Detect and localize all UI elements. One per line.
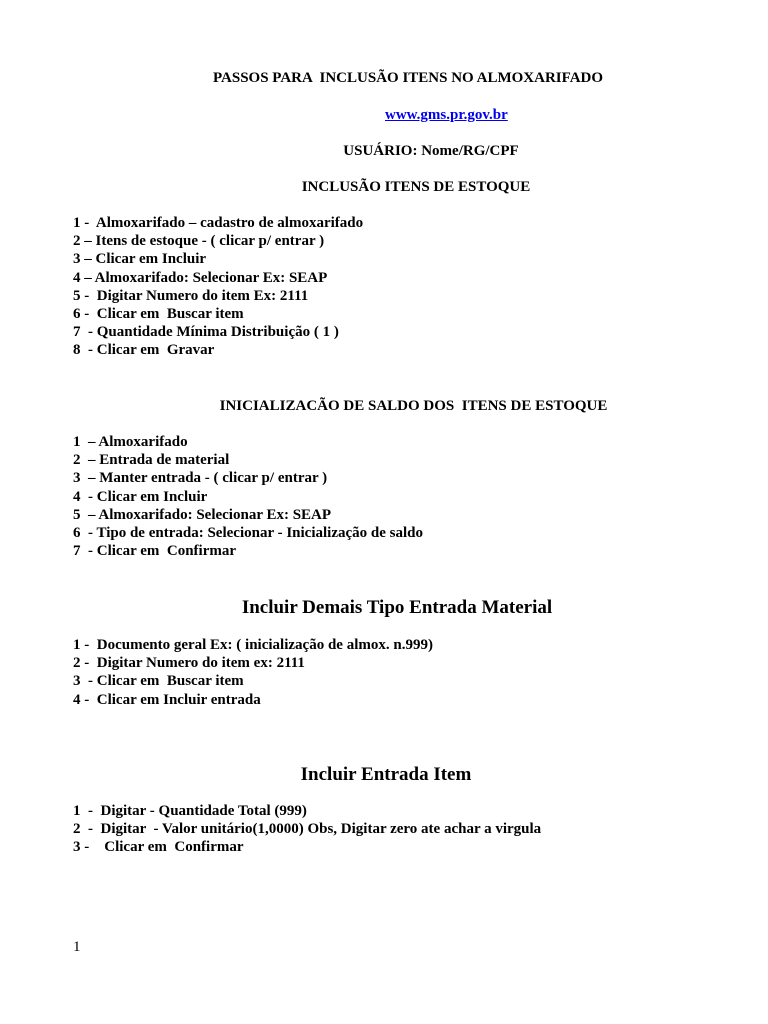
list-item: 1 - Digitar - Quantidade Total (999) [73, 803, 307, 819]
list-item: 1 - Documento geral Ex: ( inicialização de almox. n.999) [73, 637, 433, 653]
list-item: 7 - Clicar em Confirmar [73, 543, 237, 560]
list-item: 8 - Clicar em Gravar [73, 342, 215, 359]
section-heading-entrada-item: Incluir Entrada Item [300, 764, 472, 785]
steps-list-inclusao-itens [73, 214, 363, 360]
list-item: 4 - Clicar em Incluir [73, 488, 208, 505]
list-item: 3 - Clicar em Buscar item [73, 673, 244, 690]
list-item: 2 - Digitar - Valor unitário(1,0000) Obs, Digitar zero ate achar a virgula [73, 821, 542, 838]
steps-list-inicializacao-saldo [73, 433, 423, 560]
list-item: 2 – Entrada de material [73, 452, 230, 469]
section-heading-inicializacao-saldo: INICIALIZACÃO DE SALDO DOS ITENS DE ESTOQUE [219, 398, 608, 414]
list-item: 5 – Almoxarifado: Selecionar Ex: SEAP [73, 506, 332, 523]
list-item: 3 – Clicar em Incluir [73, 251, 207, 268]
steps-list-demais-tipo-entrada [73, 636, 433, 709]
list-item: 4 - Clicar em Incluir entrada [73, 691, 261, 708]
list-item: 1 – Almoxarifado [73, 434, 188, 450]
list-item: 6 - Tipo de entrada: Selecionar - Inicialização de saldo [73, 524, 424, 541]
page-number: 1 [73, 939, 81, 955]
list-item: 5 - Digitar Numero do item Ex: 2111 [73, 287, 309, 304]
section-heading-inclusao-itens: INCLUSÃO ITENS DE ESTOQUE [301, 179, 531, 195]
list-item: 2 - Digitar Numero do item ex: 2111 [73, 655, 305, 672]
list-item: 1 - Almoxarifado – cadastro de almoxarifado [73, 215, 364, 231]
document-title: PASSOS PARA INCLUSÃO ITENS NO ALMOXARIFADO [212, 70, 604, 86]
list-item: 3 - Clicar em Confirmar [73, 839, 244, 856]
website-link[interactable]: www.gms.pr.gov.br [385, 107, 508, 123]
list-item: 6 - Clicar em Buscar item [73, 305, 244, 322]
steps-list-entrada-item [73, 802, 541, 857]
list-item: 3 – Manter entrada - ( clicar p/ entrar ) [73, 470, 328, 487]
user-line: USUÁRIO: Nome/RG/CPF [343, 143, 519, 159]
section-heading-demais-tipo-entrada: Incluir Demais Tipo Entrada Material [241, 597, 553, 618]
list-item: 4 – Almoxarifado: Selecionar Ex: SEAP [73, 269, 328, 286]
list-item: 7 - Quantidade Mínima Distribuição ( 1 ) [73, 324, 339, 341]
list-item: 2 – Itens de estoque - ( clicar p/ entrar ) [73, 233, 325, 250]
